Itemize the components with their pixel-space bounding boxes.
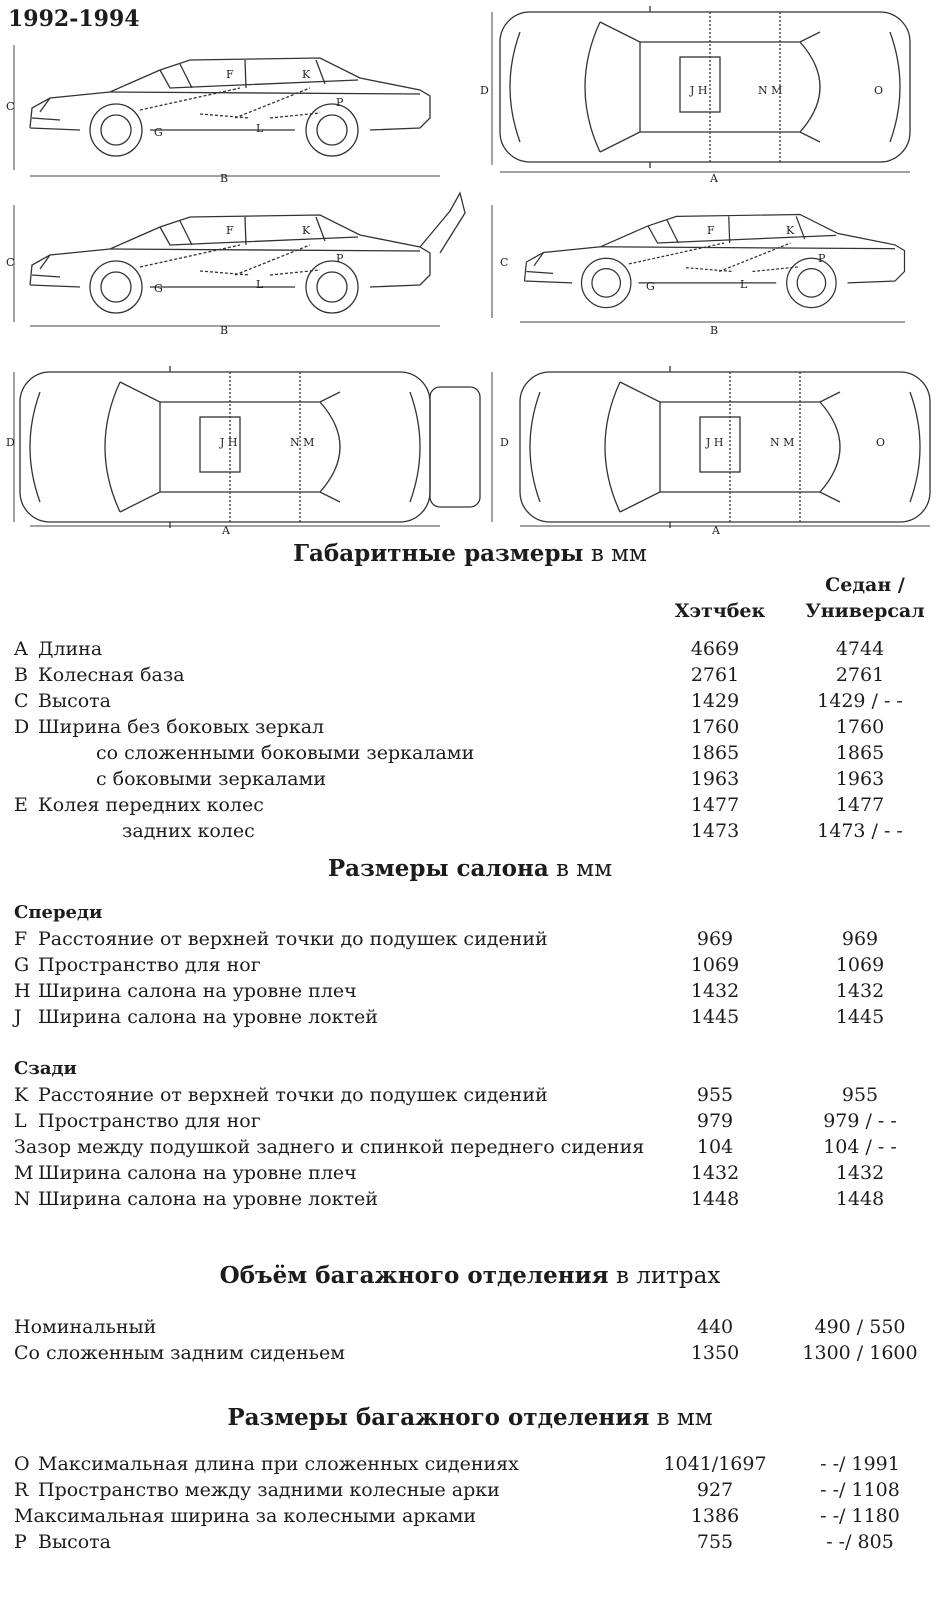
row-code: H bbox=[14, 980, 31, 1002]
cabin-heading bbox=[0, 855, 940, 882]
dim-label: G bbox=[646, 280, 655, 293]
value-hatchback: 1445 bbox=[690, 1006, 740, 1028]
value-sedan-estate: - -/ 1180 bbox=[820, 1505, 900, 1527]
dim-label: P bbox=[336, 96, 344, 109]
table-row bbox=[0, 1529, 940, 1555]
value-hatchback: 927 bbox=[696, 1479, 734, 1501]
row-code: F bbox=[14, 928, 28, 950]
value-sedan-estate: 1432 bbox=[835, 1162, 885, 1184]
value-sedan-estate: 979 / - - bbox=[823, 1110, 897, 1132]
col-sedan-line2: Универсал bbox=[805, 600, 925, 622]
table-row bbox=[0, 1186, 940, 1212]
row-code: M bbox=[14, 1162, 34, 1184]
value-hatchback: 1429 bbox=[690, 690, 740, 712]
value-hatchback: 440 bbox=[696, 1316, 734, 1338]
value-sedan-estate: - -/ 1108 bbox=[820, 1479, 900, 1501]
table-row bbox=[0, 662, 940, 688]
row-code: K bbox=[14, 1084, 29, 1106]
value-sedan-estate: 969 bbox=[841, 928, 879, 950]
value-hatchback: 755 bbox=[696, 1531, 734, 1553]
value-sedan-estate: 1760 bbox=[835, 716, 885, 738]
value-sedan-estate: 1300 / 1600 bbox=[802, 1342, 918, 1364]
year-range: 1992-1994 bbox=[8, 6, 140, 32]
table-row bbox=[0, 740, 940, 766]
row-label bbox=[14, 1529, 111, 1555]
dim-label: J H bbox=[690, 84, 708, 97]
table-row bbox=[0, 1477, 940, 1503]
value-hatchback: 1865 bbox=[690, 742, 740, 764]
table-row bbox=[0, 792, 940, 818]
dim-label: O bbox=[876, 436, 886, 449]
row-label bbox=[14, 792, 264, 818]
value-hatchback: 969 bbox=[696, 928, 734, 950]
row-code: C bbox=[14, 690, 29, 712]
volume-heading bbox=[0, 1262, 940, 1289]
value-sedan-estate: - -/ 1991 bbox=[820, 1453, 900, 1475]
rear-subhead: Сзади bbox=[14, 1058, 77, 1079]
dim-label: C bbox=[500, 256, 509, 269]
value-hatchback: 1432 bbox=[690, 980, 740, 1002]
car-diagrams bbox=[0, 0, 940, 545]
dim-label: N M bbox=[770, 436, 795, 449]
dim-label: B bbox=[220, 172, 229, 185]
exterior-title: Габаритные размеры bbox=[293, 540, 584, 567]
row-label-text: Ширина салона на уровне локтей bbox=[38, 1188, 378, 1210]
dim-label: L bbox=[740, 278, 748, 291]
row-label bbox=[14, 1451, 519, 1477]
value-hatchback: 1350 bbox=[690, 1342, 740, 1364]
row-code: J bbox=[14, 1006, 22, 1028]
row-label-text: задних колес bbox=[122, 820, 255, 842]
dim-label: N M bbox=[758, 84, 783, 97]
row-label-text: Ширина салона на уровне плеч bbox=[38, 980, 357, 1002]
value-sedan-estate: 4744 bbox=[835, 638, 885, 660]
dim-label: P bbox=[336, 252, 344, 265]
row-label-text: Расстояние от верхней точки до подушек сидений bbox=[38, 928, 548, 950]
row-label bbox=[14, 1108, 261, 1134]
row-label bbox=[14, 1340, 345, 1366]
dim-label: J H bbox=[220, 436, 238, 449]
row-label bbox=[14, 1477, 500, 1503]
dim-label: A bbox=[710, 172, 718, 185]
value-hatchback: 1473 bbox=[690, 820, 740, 842]
trunk-title: Размеры багажного отделения bbox=[227, 1404, 650, 1431]
dim-label: L bbox=[256, 278, 264, 291]
dim-label: F bbox=[226, 224, 234, 237]
dim-label: G bbox=[154, 282, 163, 295]
dim-label: D bbox=[6, 436, 15, 449]
table-row bbox=[0, 766, 940, 792]
table-row bbox=[0, 1134, 940, 1160]
table-row bbox=[0, 1004, 940, 1030]
value-hatchback: 955 bbox=[696, 1084, 734, 1106]
front-subhead: Спереди bbox=[14, 902, 103, 923]
table-row bbox=[0, 1108, 940, 1134]
row-label bbox=[14, 636, 102, 662]
row-label bbox=[122, 818, 255, 844]
trunk-unit: в мм bbox=[656, 1405, 713, 1431]
row-code: D bbox=[14, 716, 30, 738]
row-label bbox=[14, 952, 261, 978]
row-code: A bbox=[14, 638, 28, 660]
table-row bbox=[0, 1451, 940, 1477]
value-hatchback: 1432 bbox=[690, 1162, 740, 1184]
row-label bbox=[96, 740, 474, 766]
row-label bbox=[14, 978, 357, 1004]
dim-label: D bbox=[480, 84, 489, 97]
value-sedan-estate: 1473 / - - bbox=[817, 820, 903, 842]
row-label bbox=[14, 926, 548, 952]
value-sedan-estate: 2761 bbox=[835, 664, 885, 686]
value-sedan-estate: - -/ 805 bbox=[826, 1531, 894, 1553]
row-label bbox=[96, 766, 326, 792]
table-row bbox=[0, 1082, 940, 1108]
row-code: B bbox=[14, 664, 28, 686]
dim-label: B bbox=[220, 324, 229, 337]
value-sedan-estate: 1477 bbox=[835, 794, 885, 816]
row-label-text: с боковыми зеркалами bbox=[96, 768, 326, 790]
table-row bbox=[0, 1314, 940, 1340]
table-row bbox=[0, 636, 940, 662]
row-label bbox=[14, 714, 324, 740]
row-label bbox=[14, 662, 185, 688]
value-sedan-estate: 1865 bbox=[835, 742, 885, 764]
row-label-text: Зазор между подушкой заднего и спинкой переднего сидения bbox=[14, 1136, 645, 1158]
dim-label: J H bbox=[706, 436, 724, 449]
row-code: L bbox=[14, 1110, 27, 1132]
row-label-text: Колея передних колес bbox=[38, 794, 264, 816]
row-label-text: Ширина салона на уровне плеч bbox=[38, 1162, 357, 1184]
dim-label: K bbox=[302, 224, 311, 237]
row-label-text: Длина bbox=[38, 638, 103, 660]
value-hatchback: 1963 bbox=[690, 768, 740, 790]
dim-label: K bbox=[302, 68, 311, 81]
value-hatchback: 4669 bbox=[690, 638, 740, 660]
row-code: O bbox=[14, 1453, 30, 1475]
volume-title: Объём багажного отделения bbox=[219, 1262, 609, 1289]
value-hatchback: 979 bbox=[696, 1110, 734, 1132]
value-hatchback: 1448 bbox=[690, 1188, 740, 1210]
dim-label: P bbox=[818, 252, 826, 265]
row-label bbox=[14, 688, 111, 714]
dim-label: D bbox=[500, 436, 509, 449]
dim-label: C bbox=[6, 256, 15, 269]
value-sedan-estate: 1429 / - - bbox=[817, 690, 903, 712]
table-row bbox=[0, 1503, 940, 1529]
row-label-text: Высота bbox=[38, 690, 112, 712]
row-label-text: Пространство для ног bbox=[38, 1110, 261, 1132]
value-hatchback: 2761 bbox=[690, 664, 740, 686]
value-sedan-estate: 1963 bbox=[835, 768, 885, 790]
row-code: N bbox=[14, 1188, 31, 1210]
row-label-text: Максимальная ширина за колесными арками bbox=[14, 1505, 477, 1527]
exterior-heading bbox=[0, 540, 940, 567]
value-sedan-estate: 955 bbox=[841, 1084, 879, 1106]
dim-label: N M bbox=[290, 436, 315, 449]
value-hatchback: 104 bbox=[696, 1136, 734, 1158]
row-label bbox=[14, 1082, 548, 1108]
exterior-unit: в мм bbox=[590, 541, 647, 567]
value-sedan-estate: 1432 bbox=[835, 980, 885, 1002]
row-label bbox=[14, 1186, 378, 1212]
dim-label: F bbox=[226, 68, 234, 81]
table-row bbox=[0, 688, 940, 714]
col-sedan-line1: Седан / bbox=[825, 574, 905, 596]
row-label-text: Высота bbox=[38, 1531, 112, 1553]
row-label-text: Со сложенным задним сиденьем bbox=[14, 1342, 345, 1364]
row-code: P bbox=[14, 1531, 27, 1553]
row-code: R bbox=[14, 1479, 29, 1501]
dim-label: L bbox=[256, 122, 264, 135]
row-label-text: Колесная база bbox=[38, 664, 185, 686]
table-row bbox=[0, 1340, 940, 1366]
dim-label: A bbox=[222, 524, 230, 537]
row-label bbox=[14, 1134, 644, 1160]
table-row bbox=[0, 952, 940, 978]
value-sedan-estate: 1448 bbox=[835, 1188, 885, 1210]
table-row bbox=[0, 818, 940, 844]
cabin-unit: в мм bbox=[556, 856, 613, 882]
value-sedan-estate: 1069 bbox=[835, 954, 885, 976]
volume-unit: в литрах bbox=[615, 1263, 721, 1289]
table-row bbox=[0, 1160, 940, 1186]
row-label-text: Расстояние от верхней точки до подушек сидений bbox=[38, 1084, 548, 1106]
dim-label: F bbox=[707, 224, 715, 237]
dim-label: G bbox=[154, 126, 163, 139]
dim-label: B bbox=[710, 324, 719, 337]
row-label-text: Ширина без боковых зеркал bbox=[38, 716, 325, 738]
value-hatchback: 1041/1697 bbox=[663, 1453, 767, 1475]
dim-label: A bbox=[712, 524, 720, 537]
table-row bbox=[0, 978, 940, 1004]
table-row bbox=[0, 926, 940, 952]
col-hatchback: Хэтчбек bbox=[674, 600, 766, 622]
row-label bbox=[14, 1004, 378, 1030]
dim-label: C bbox=[6, 100, 15, 113]
cabin-title: Размеры салона bbox=[327, 855, 549, 882]
row-label-text: Номинальный bbox=[14, 1316, 157, 1338]
row-label bbox=[14, 1503, 476, 1529]
value-sedan-estate: 490 / 550 bbox=[814, 1316, 906, 1338]
value-hatchback: 1760 bbox=[690, 716, 740, 738]
row-label bbox=[14, 1160, 357, 1186]
row-label-text: Максимальная длина при сложенных сидениях bbox=[38, 1453, 519, 1475]
trunk-heading bbox=[0, 1404, 940, 1431]
dim-label: O bbox=[874, 84, 884, 97]
table-row bbox=[0, 714, 940, 740]
value-sedan-estate: 1445 bbox=[835, 1006, 885, 1028]
value-hatchback: 1386 bbox=[690, 1505, 740, 1527]
row-code: E bbox=[14, 794, 28, 816]
row-label-text: Пространство для ног bbox=[38, 954, 261, 976]
value-sedan-estate: 104 / - - bbox=[823, 1136, 897, 1158]
row-label-text: со сложенными боковыми зеркалами bbox=[96, 742, 475, 764]
value-hatchback: 1477 bbox=[690, 794, 740, 816]
dim-label: K bbox=[786, 224, 795, 237]
value-hatchback: 1069 bbox=[690, 954, 740, 976]
row-label-text: Ширина салона на уровне локтей bbox=[38, 1006, 378, 1028]
row-label-text: Пространство между задними колесные арки bbox=[38, 1479, 500, 1501]
row-label bbox=[14, 1314, 156, 1340]
row-code: G bbox=[14, 954, 30, 976]
